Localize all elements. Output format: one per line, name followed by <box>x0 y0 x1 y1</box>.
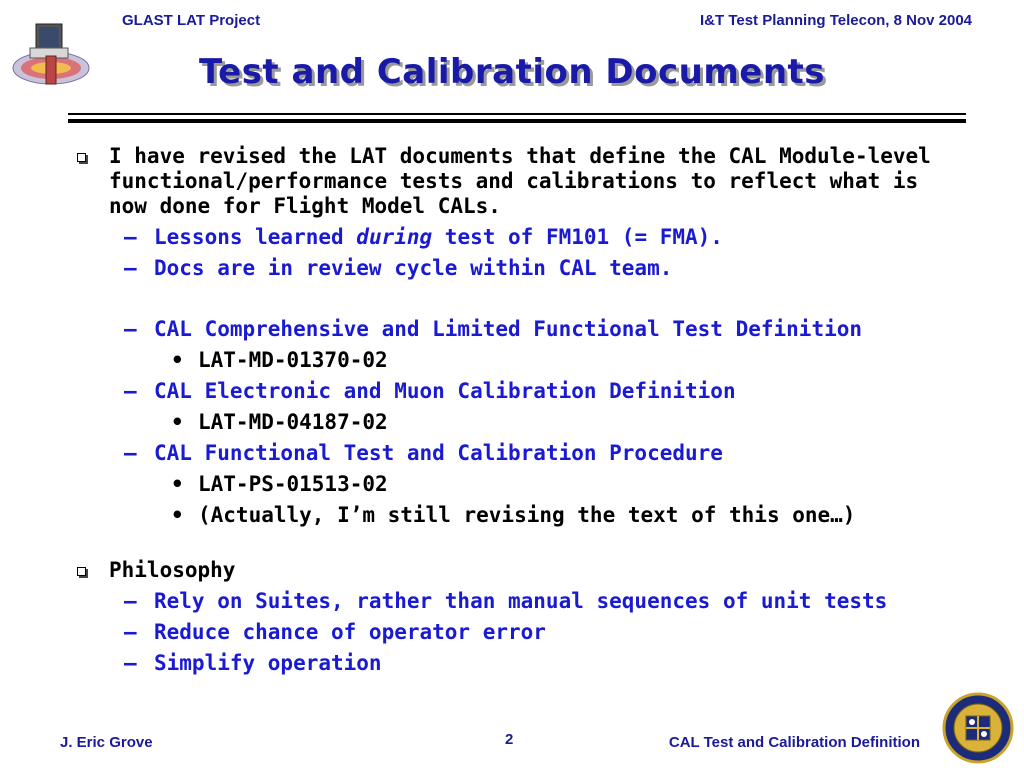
page-number: 2 <box>505 731 514 748</box>
bullet-philosophy-text: Philosophy <box>109 558 236 582</box>
sub-bullet-suites <box>0 589 1024 614</box>
dash-icon: – <box>124 441 137 465</box>
philosophy-item: Reduce chance of operator error <box>154 620 546 644</box>
philosophy-item: Simplify operation <box>154 651 382 675</box>
lessons-post: test of FM101 (= FMA). <box>432 225 723 249</box>
doc-title: CAL Functional Test and Calibration Procedure <box>154 441 723 465</box>
footer-author: J. Eric Grove <box>60 734 153 751</box>
sub-bullet-review <box>0 256 1024 281</box>
sub-bullet-operator <box>0 620 1024 645</box>
doc-calibration <box>0 379 1024 404</box>
doc-functional-test <box>0 317 1024 342</box>
bullet-revision <box>0 144 954 219</box>
square-bullet-icon <box>77 567 86 576</box>
dash-icon: – <box>124 379 137 403</box>
philosophy-item: Rely on Suites, rather than manual sequences of unit tests <box>154 589 888 613</box>
square-bullet-icon <box>77 153 86 162</box>
doc-number <box>0 410 1024 435</box>
slide-body <box>0 144 1024 676</box>
sub-bullet-simplify <box>0 651 1024 676</box>
doc-number-text: LAT-PS-01513-02 <box>198 472 388 496</box>
doc-number-text: LAT-MD-01370-02 <box>198 348 388 372</box>
dash-icon: – <box>124 256 137 280</box>
doc-note <box>0 503 1024 528</box>
title-rule-thick <box>68 119 966 123</box>
doc-number <box>0 472 1024 497</box>
bullet-revision-text: I have revised the LAT documents that define the CAL Module-level functional/performance tests and calibrations to reflect what is now done for Flight Model CALs. <box>109 144 931 218</box>
doc-note-text: (Actually, I’m still revising the text of this one…) <box>198 503 856 527</box>
lessons-emphasis: during <box>356 225 433 249</box>
dot-icon: • <box>171 503 184 527</box>
dot-icon: • <box>171 348 184 372</box>
title-rule-thin <box>68 113 966 115</box>
dash-icon: – <box>124 225 137 249</box>
dash-icon: – <box>124 620 137 644</box>
header-meeting: I&T Test Planning Telecon, 8 Nov 2004 <box>699 12 972 29</box>
dot-icon: • <box>171 472 184 496</box>
review-text: Docs are in review cycle within CAL team. <box>154 256 673 280</box>
lessons-pre: Lessons learned <box>154 225 357 249</box>
dash-icon: – <box>124 317 137 341</box>
footer-document: CAL Test and Calibration Definition <box>668 734 920 751</box>
doc-procedure <box>0 441 1024 466</box>
dash-icon: – <box>124 651 137 675</box>
header-project: GLAST LAT Project <box>122 12 261 29</box>
doc-title: CAL Comprehensive and Limited Functional Test Definition <box>154 317 863 341</box>
dot-icon: • <box>171 410 184 434</box>
doc-number <box>0 348 1024 373</box>
doc-number-text: LAT-MD-04187-02 <box>198 410 388 434</box>
bullet-philosophy <box>0 558 954 583</box>
sub-bullet-lessons <box>0 225 1024 250</box>
page-title: Test and Calibration Documents <box>198 52 826 92</box>
naval-research-lab-seal-icon <box>942 692 1014 764</box>
doc-title: CAL Electronic and Muon Calibration Definition <box>154 379 736 403</box>
dash-icon: – <box>124 589 137 613</box>
